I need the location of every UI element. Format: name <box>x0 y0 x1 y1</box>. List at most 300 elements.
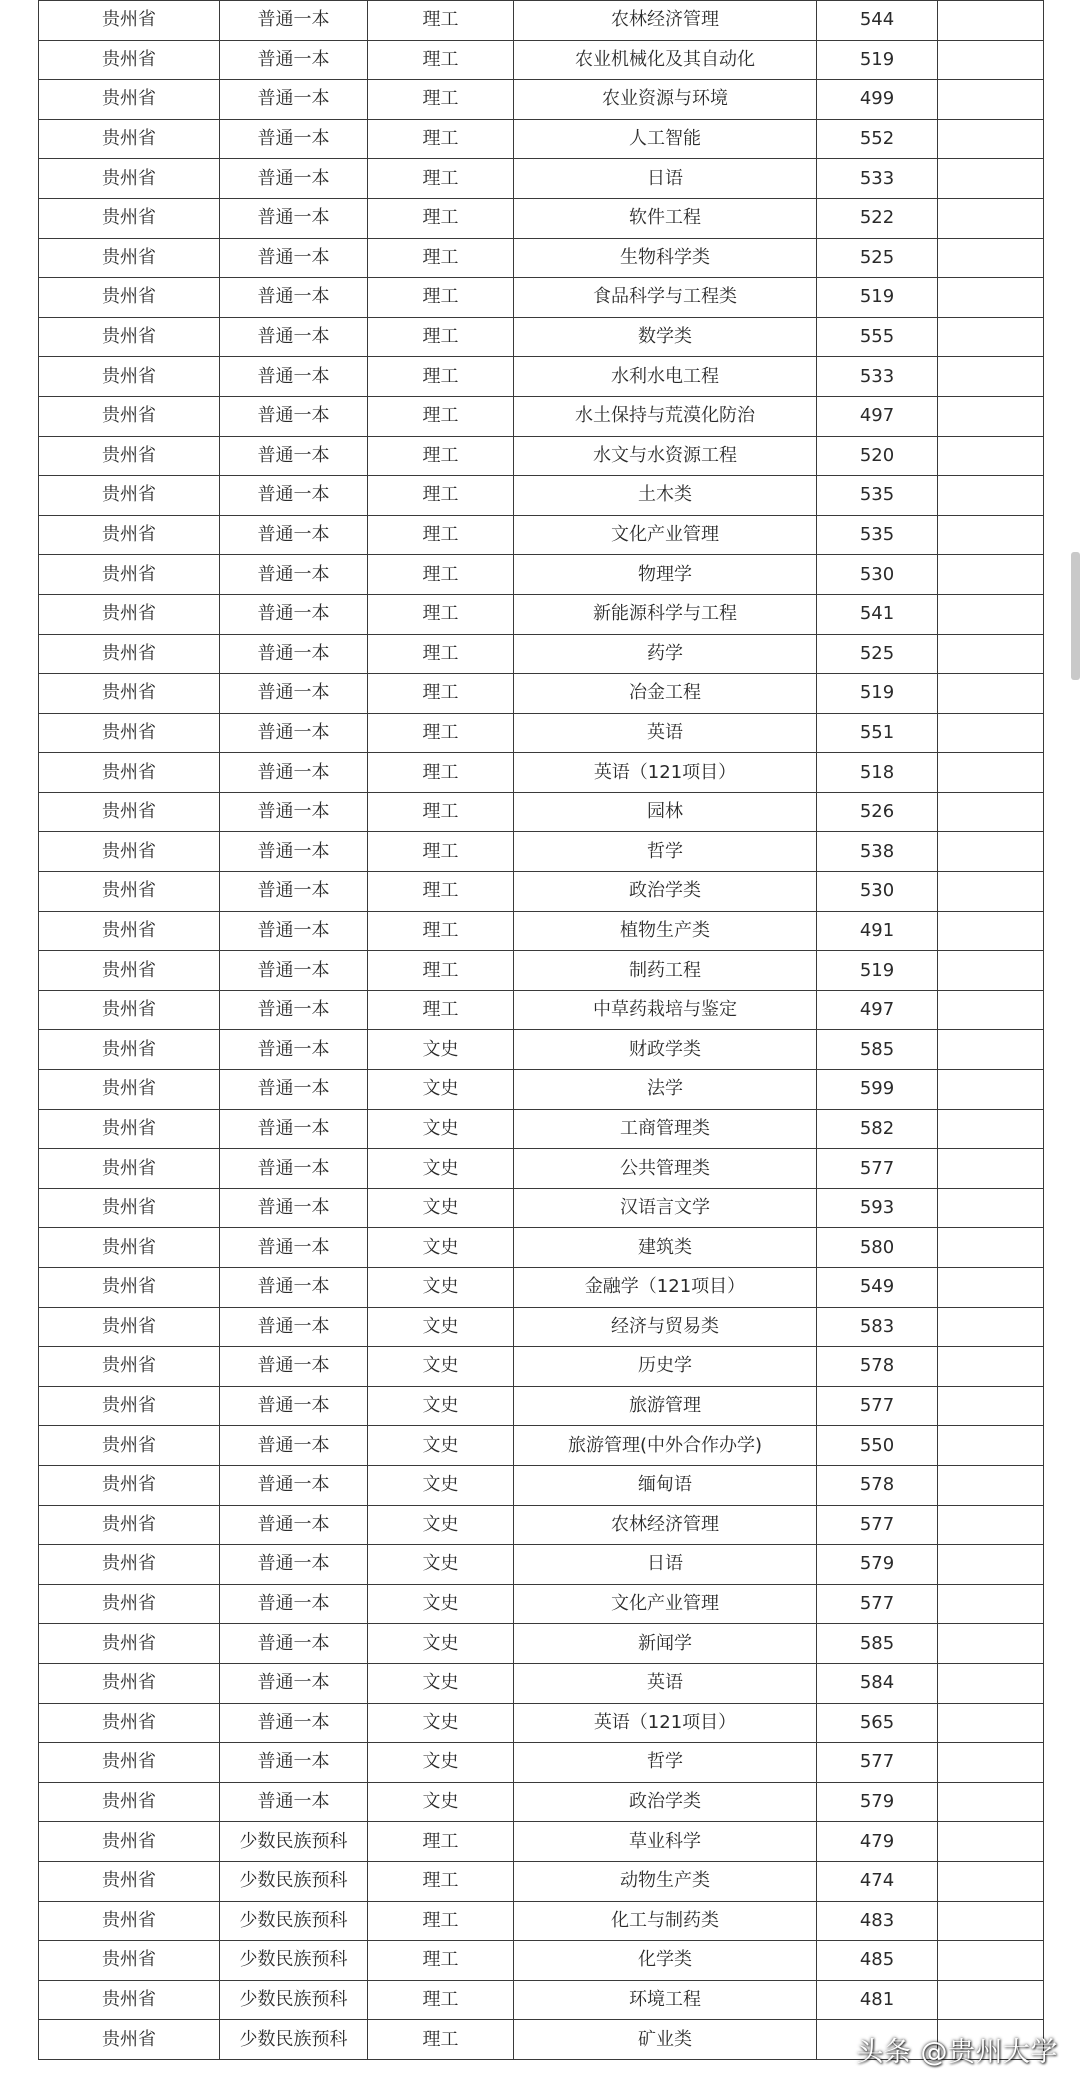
score-cell: 519 <box>817 674 938 714</box>
category-cell: 理工 <box>368 476 514 516</box>
note-cell <box>938 1030 1044 1070</box>
major-cell: 食品科学与工程类 <box>514 278 817 318</box>
score-cell: 526 <box>817 792 938 832</box>
table-row <box>39 1822 1044 1862</box>
score-cell: 483 <box>817 1901 938 1941</box>
category-cell: 文史 <box>368 1268 514 1308</box>
table-row <box>39 594 1044 634</box>
batch-cell: 普通一本 <box>220 1584 368 1624</box>
major-cell: 软件工程 <box>514 198 817 238</box>
major-cell: 农林经济管理 <box>514 1 817 41</box>
batch-cell: 普通一本 <box>220 792 368 832</box>
table-row <box>39 872 1044 912</box>
batch-cell: 少数民族预科 <box>220 1861 368 1901</box>
table-row <box>39 159 1044 199</box>
category-cell: 理工 <box>368 159 514 199</box>
batch-cell: 普通一本 <box>220 1782 368 1822</box>
major-cell: 化工与制药类 <box>514 1901 817 1941</box>
score-cell: 481 <box>817 1980 938 2020</box>
note-cell <box>938 238 1044 278</box>
table-row <box>39 1109 1044 1149</box>
score-cell: 565 <box>817 1703 938 1743</box>
score-cell: 578 <box>817 1465 938 1505</box>
major-cell: 植物生产类 <box>514 911 817 951</box>
table-row <box>39 674 1044 714</box>
note-cell <box>938 872 1044 912</box>
table-row <box>39 832 1044 872</box>
major-cell: 药学 <box>514 634 817 674</box>
table-row <box>39 1149 1044 1189</box>
major-cell: 水文与水资源工程 <box>514 436 817 476</box>
note-cell <box>938 80 1044 120</box>
note-cell <box>938 1188 1044 1228</box>
score-cell: 474 <box>817 1861 938 1901</box>
table-row <box>39 753 1044 793</box>
batch-cell: 普通一本 <box>220 872 368 912</box>
major-cell: 日语 <box>514 159 817 199</box>
province-cell: 贵州省 <box>39 357 220 397</box>
batch-cell: 少数民族预科 <box>220 1822 368 1862</box>
major-cell: 中草药栽培与鉴定 <box>514 990 817 1030</box>
table-row <box>39 238 1044 278</box>
category-cell: 理工 <box>368 951 514 991</box>
major-cell: 动物生产类 <box>514 1861 817 1901</box>
province-cell: 贵州省 <box>39 911 220 951</box>
province-cell: 贵州省 <box>39 40 220 80</box>
table-row <box>39 1465 1044 1505</box>
province-cell: 贵州省 <box>39 1188 220 1228</box>
batch-cell: 少数民族预科 <box>220 1941 368 1981</box>
note-cell <box>938 1228 1044 1268</box>
batch-cell: 普通一本 <box>220 1268 368 1308</box>
province-cell: 贵州省 <box>39 792 220 832</box>
batch-cell: 普通一本 <box>220 198 368 238</box>
batch-cell: 普通一本 <box>220 278 368 318</box>
admission-score-table <box>38 0 1044 2060</box>
major-cell: 建筑类 <box>514 1228 817 1268</box>
batch-cell: 普通一本 <box>220 555 368 595</box>
score-cell: 585 <box>817 1030 938 1070</box>
table-row <box>39 1386 1044 1426</box>
major-cell: 文化产业管理 <box>514 515 817 555</box>
note-cell <box>938 1941 1044 1981</box>
table-row <box>39 713 1044 753</box>
batch-cell: 普通一本 <box>220 119 368 159</box>
batch-cell: 普通一本 <box>220 515 368 555</box>
category-cell: 理工 <box>368 594 514 634</box>
category-cell: 文史 <box>368 1188 514 1228</box>
province-cell: 贵州省 <box>39 1901 220 1941</box>
score-cell: 578 <box>817 1347 938 1387</box>
note-cell <box>938 357 1044 397</box>
category-cell: 文史 <box>368 1624 514 1664</box>
note-cell <box>938 1545 1044 1585</box>
province-cell: 贵州省 <box>39 1822 220 1862</box>
province-cell: 贵州省 <box>39 1624 220 1664</box>
category-cell: 理工 <box>368 1822 514 1862</box>
table-row <box>39 1703 1044 1743</box>
province-cell: 贵州省 <box>39 317 220 357</box>
province-cell: 贵州省 <box>39 515 220 555</box>
major-cell: 英语（121项目） <box>514 753 817 793</box>
major-cell: 日语 <box>514 1545 817 1585</box>
batch-cell: 普通一本 <box>220 1663 368 1703</box>
province-cell: 贵州省 <box>39 1465 220 1505</box>
category-cell: 理工 <box>368 396 514 436</box>
score-cell: 579 <box>817 1545 938 1585</box>
category-cell: 文史 <box>368 1465 514 1505</box>
major-cell: 哲学 <box>514 1743 817 1783</box>
province-cell: 贵州省 <box>39 1109 220 1149</box>
province-cell: 贵州省 <box>39 1584 220 1624</box>
province-cell: 贵州省 <box>39 1228 220 1268</box>
score-cell: 544 <box>817 1 938 41</box>
category-cell: 理工 <box>368 1941 514 1981</box>
major-cell: 新能源科学与工程 <box>514 594 817 634</box>
note-cell <box>938 436 1044 476</box>
note-cell <box>938 198 1044 238</box>
category-cell: 文史 <box>368 1307 514 1347</box>
score-cell: 520 <box>817 436 938 476</box>
score-cell: 519 <box>817 278 938 318</box>
note-cell <box>938 1782 1044 1822</box>
table-row <box>39 119 1044 159</box>
table-row <box>39 436 1044 476</box>
category-cell: 理工 <box>368 198 514 238</box>
province-cell: 贵州省 <box>39 713 220 753</box>
table-row <box>39 80 1044 120</box>
score-cell: 533 <box>817 159 938 199</box>
province-cell: 贵州省 <box>39 1 220 41</box>
score-table-container <box>38 0 1043 2060</box>
province-cell: 贵州省 <box>39 1703 220 1743</box>
note-cell <box>938 278 1044 318</box>
score-cell: 555 <box>817 317 938 357</box>
category-cell: 文史 <box>368 1109 514 1149</box>
major-cell: 公共管理类 <box>514 1149 817 1189</box>
table-row <box>39 555 1044 595</box>
table-row <box>39 1347 1044 1387</box>
table-row <box>39 40 1044 80</box>
batch-cell: 普通一本 <box>220 238 368 278</box>
note-cell <box>938 396 1044 436</box>
score-cell: 497 <box>817 396 938 436</box>
batch-cell: 普通一本 <box>220 40 368 80</box>
major-cell: 哲学 <box>514 832 817 872</box>
table-row <box>39 792 1044 832</box>
batch-cell: 普通一本 <box>220 1426 368 1466</box>
province-cell: 贵州省 <box>39 80 220 120</box>
major-cell: 政治学类 <box>514 872 817 912</box>
province-cell: 贵州省 <box>39 1980 220 2020</box>
table-body <box>39 1 1044 2060</box>
province-cell: 贵州省 <box>39 1941 220 1981</box>
province-cell: 贵州省 <box>39 1743 220 1783</box>
note-cell <box>938 1347 1044 1387</box>
score-cell: 577 <box>817 1584 938 1624</box>
major-cell: 农业资源与环境 <box>514 80 817 120</box>
category-cell: 理工 <box>368 1901 514 1941</box>
category-cell: 理工 <box>368 278 514 318</box>
note-cell <box>938 1307 1044 1347</box>
major-cell: 农业机械化及其自动化 <box>514 40 817 80</box>
table-row <box>39 515 1044 555</box>
note-cell <box>938 1822 1044 1862</box>
note-cell <box>938 792 1044 832</box>
category-cell: 文史 <box>368 1426 514 1466</box>
category-cell: 理工 <box>368 753 514 793</box>
batch-cell: 普通一本 <box>220 911 368 951</box>
score-cell: 577 <box>817 1505 938 1545</box>
province-cell: 贵州省 <box>39 1505 220 1545</box>
major-cell: 旅游管理(中外合作办学) <box>514 1426 817 1466</box>
table-row <box>39 476 1044 516</box>
score-cell: 525 <box>817 634 938 674</box>
major-cell: 冶金工程 <box>514 674 817 714</box>
batch-cell: 普通一本 <box>220 594 368 634</box>
note-cell <box>938 1663 1044 1703</box>
major-cell: 数学类 <box>514 317 817 357</box>
note-cell <box>938 1743 1044 1783</box>
province-cell: 贵州省 <box>39 119 220 159</box>
batch-cell: 普通一本 <box>220 1 368 41</box>
table-row <box>39 1268 1044 1308</box>
province-cell: 贵州省 <box>39 555 220 595</box>
province-cell: 贵州省 <box>39 1307 220 1347</box>
score-cell: 584 <box>817 1663 938 1703</box>
batch-cell: 普通一本 <box>220 951 368 991</box>
batch-cell: 普通一本 <box>220 1465 368 1505</box>
province-cell: 贵州省 <box>39 436 220 476</box>
table-row <box>39 1663 1044 1703</box>
province-cell: 贵州省 <box>39 832 220 872</box>
category-cell: 文史 <box>368 1743 514 1783</box>
batch-cell: 普通一本 <box>220 990 368 1030</box>
major-cell: 物理学 <box>514 555 817 595</box>
category-cell: 理工 <box>368 40 514 80</box>
category-cell: 文史 <box>368 1030 514 1070</box>
table-row <box>39 1743 1044 1783</box>
score-cell: 519 <box>817 951 938 991</box>
table-row <box>39 1782 1044 1822</box>
category-cell: 理工 <box>368 792 514 832</box>
category-cell: 文史 <box>368 1545 514 1585</box>
major-cell: 草业科学 <box>514 1822 817 1862</box>
score-cell: 579 <box>817 1782 938 1822</box>
score-cell: 550 <box>817 1426 938 1466</box>
province-cell: 贵州省 <box>39 634 220 674</box>
score-cell: 585 <box>817 1624 938 1664</box>
score-cell: 519 <box>817 40 938 80</box>
batch-cell: 普通一本 <box>220 674 368 714</box>
batch-cell: 普通一本 <box>220 1109 368 1149</box>
province-cell: 贵州省 <box>39 1782 220 1822</box>
note-cell <box>938 1070 1044 1110</box>
table-row <box>39 911 1044 951</box>
table-row <box>39 1030 1044 1070</box>
category-cell: 理工 <box>368 872 514 912</box>
table-row <box>39 357 1044 397</box>
province-cell: 贵州省 <box>39 990 220 1030</box>
note-cell <box>938 515 1044 555</box>
province-cell: 贵州省 <box>39 1268 220 1308</box>
note-cell <box>938 1 1044 41</box>
major-cell: 法学 <box>514 1070 817 1110</box>
category-cell: 理工 <box>368 832 514 872</box>
score-cell: 577 <box>817 1386 938 1426</box>
category-cell: 理工 <box>368 990 514 1030</box>
table-row <box>39 1901 1044 1941</box>
note-cell <box>938 317 1044 357</box>
note-cell <box>938 555 1044 595</box>
table-row <box>39 951 1044 991</box>
note-cell <box>938 990 1044 1030</box>
province-cell: 贵州省 <box>39 278 220 318</box>
table-row <box>39 396 1044 436</box>
score-cell: 593 <box>817 1188 938 1228</box>
major-cell: 制药工程 <box>514 951 817 991</box>
score-cell: 525 <box>817 238 938 278</box>
note-cell <box>938 159 1044 199</box>
score-cell: 485 <box>817 1941 938 1981</box>
note-cell <box>938 1584 1044 1624</box>
province-cell: 贵州省 <box>39 951 220 991</box>
table-row <box>39 634 1044 674</box>
province-cell: 贵州省 <box>39 1663 220 1703</box>
batch-cell: 普通一本 <box>220 1030 368 1070</box>
batch-cell: 少数民族预科 <box>220 2020 368 2060</box>
category-cell: 文史 <box>368 1703 514 1743</box>
note-cell <box>938 1980 1044 2020</box>
table-row <box>39 1228 1044 1268</box>
province-cell: 贵州省 <box>39 1386 220 1426</box>
score-cell: 518 <box>817 753 938 793</box>
major-cell: 人工智能 <box>514 119 817 159</box>
province-cell: 贵州省 <box>39 594 220 634</box>
major-cell: 英语 <box>514 713 817 753</box>
batch-cell: 普通一本 <box>220 1703 368 1743</box>
province-cell: 贵州省 <box>39 872 220 912</box>
batch-cell: 普通一本 <box>220 436 368 476</box>
batch-cell: 普通一本 <box>220 1307 368 1347</box>
note-cell <box>938 1149 1044 1189</box>
batch-cell: 普通一本 <box>220 713 368 753</box>
province-cell: 贵州省 <box>39 396 220 436</box>
score-cell: 538 <box>817 832 938 872</box>
batch-cell: 普通一本 <box>220 1188 368 1228</box>
batch-cell: 少数民族预科 <box>220 1980 368 2020</box>
province-cell: 贵州省 <box>39 238 220 278</box>
category-cell: 理工 <box>368 713 514 753</box>
note-cell <box>938 713 1044 753</box>
batch-cell: 普通一本 <box>220 476 368 516</box>
category-cell: 理工 <box>368 119 514 159</box>
major-cell: 汉语言文学 <box>514 1188 817 1228</box>
score-cell: 577 <box>817 1743 938 1783</box>
score-cell: 599 <box>817 1070 938 1110</box>
note-cell <box>938 674 1044 714</box>
batch-cell: 普通一本 <box>220 1347 368 1387</box>
score-cell: 530 <box>817 872 938 912</box>
major-cell: 英语（121项目） <box>514 1703 817 1743</box>
major-cell: 水利水电工程 <box>514 357 817 397</box>
table-row <box>39 1584 1044 1624</box>
table-row <box>39 1505 1044 1545</box>
batch-cell: 普通一本 <box>220 1743 368 1783</box>
major-cell: 经济与贸易类 <box>514 1307 817 1347</box>
batch-cell: 普通一本 <box>220 1624 368 1664</box>
major-cell: 环境工程 <box>514 1980 817 2020</box>
note-cell <box>938 634 1044 674</box>
note-cell <box>938 1426 1044 1466</box>
note-cell <box>938 753 1044 793</box>
province-cell: 贵州省 <box>39 1426 220 1466</box>
score-cell: 535 <box>817 476 938 516</box>
score-cell: 577 <box>817 1149 938 1189</box>
category-cell: 理工 <box>368 1861 514 1901</box>
scrollbar-thumb[interactable] <box>1071 552 1080 680</box>
major-cell: 文化产业管理 <box>514 1584 817 1624</box>
batch-cell: 普通一本 <box>220 1386 368 1426</box>
score-cell: 533 <box>817 357 938 397</box>
note-cell <box>938 1901 1044 1941</box>
note-cell <box>938 1505 1044 1545</box>
table-row <box>39 1070 1044 1110</box>
note-cell <box>938 1268 1044 1308</box>
category-cell: 理工 <box>368 317 514 357</box>
batch-cell: 普通一本 <box>220 753 368 793</box>
category-cell: 文史 <box>368 1228 514 1268</box>
category-cell: 理工 <box>368 674 514 714</box>
score-cell: 530 <box>817 555 938 595</box>
table-row <box>39 1861 1044 1901</box>
note-cell <box>938 832 1044 872</box>
note-cell <box>938 1109 1044 1149</box>
batch-cell: 普通一本 <box>220 1070 368 1110</box>
major-cell: 金融学（121项目） <box>514 1268 817 1308</box>
category-cell: 文史 <box>368 1663 514 1703</box>
note-cell <box>938 594 1044 634</box>
major-cell: 新闻学 <box>514 1624 817 1664</box>
batch-cell: 普通一本 <box>220 1505 368 1545</box>
category-cell: 文史 <box>368 1070 514 1110</box>
watermark: 头条 @贵州大学 <box>856 2037 1058 2068</box>
province-cell: 贵州省 <box>39 1030 220 1070</box>
score-cell: 582 <box>817 1109 938 1149</box>
batch-cell: 普通一本 <box>220 357 368 397</box>
note-cell <box>938 1624 1044 1664</box>
category-cell: 理工 <box>368 911 514 951</box>
score-cell: 522 <box>817 198 938 238</box>
table-row <box>39 1980 1044 2020</box>
major-cell: 生物科学类 <box>514 238 817 278</box>
note-cell <box>938 40 1044 80</box>
score-cell: 535 <box>817 515 938 555</box>
category-cell: 理工 <box>368 357 514 397</box>
batch-cell: 普通一本 <box>220 396 368 436</box>
table-row <box>39 1 1044 41</box>
major-cell: 财政学类 <box>514 1030 817 1070</box>
note-cell <box>938 1861 1044 1901</box>
major-cell: 化学类 <box>514 1941 817 1981</box>
category-cell: 理工 <box>368 238 514 278</box>
note-cell <box>938 476 1044 516</box>
score-cell: 580 <box>817 1228 938 1268</box>
category-cell: 文史 <box>368 1149 514 1189</box>
province-cell: 贵州省 <box>39 1545 220 1585</box>
note-cell <box>938 1465 1044 1505</box>
category-cell: 理工 <box>368 1 514 41</box>
